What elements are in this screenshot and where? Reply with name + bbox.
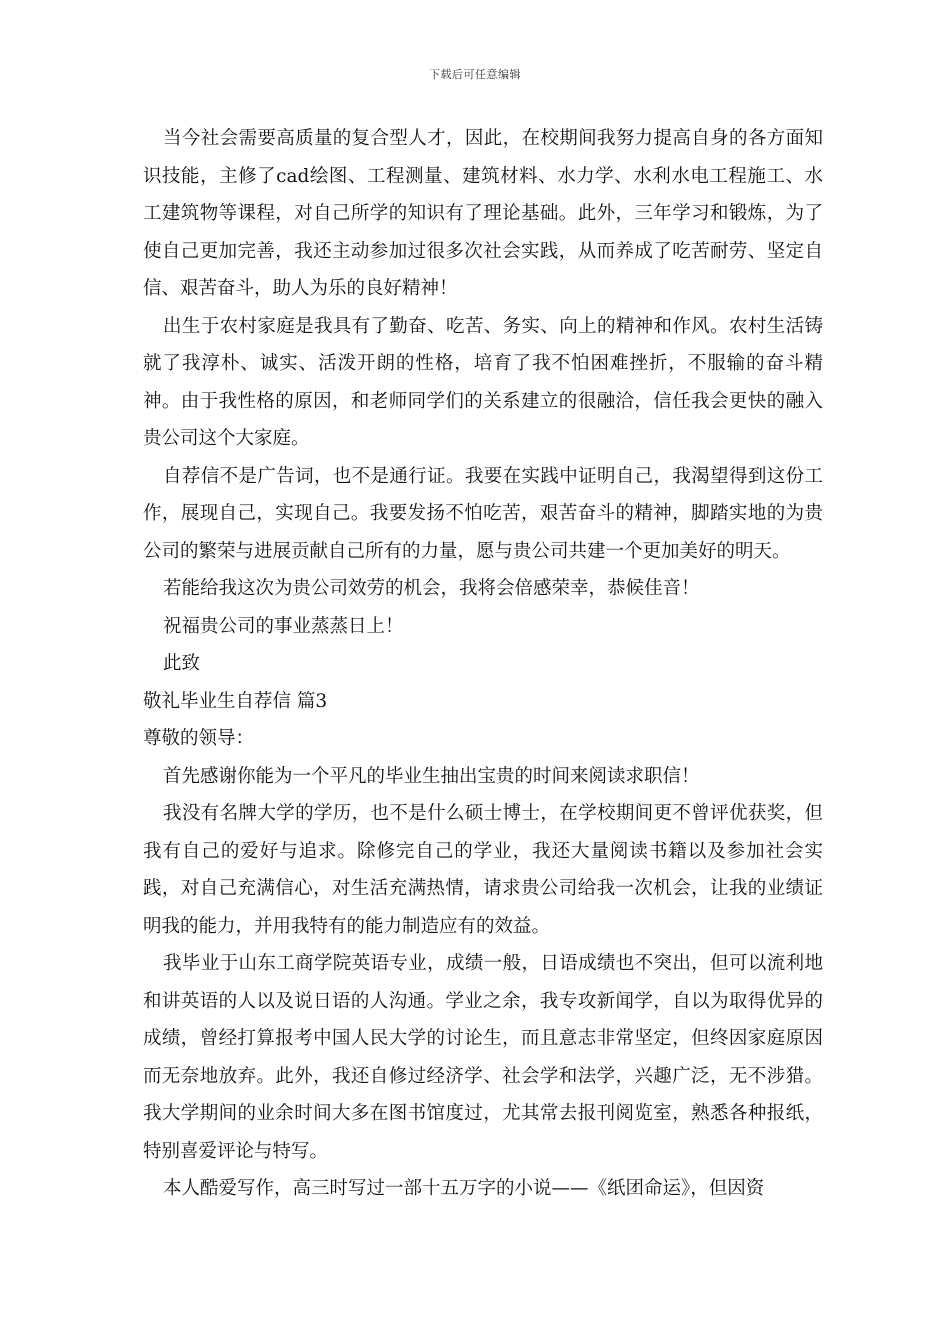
greeting: 尊敬的领导： [143,728,255,749]
section-heading: 敬礼毕业生自荐信 篇3 [143,690,328,712]
document-body [143,120,823,1208]
paragraph-major: 我毕业于山东工商学院英语专业，成绩一般，日语成绩也不突出，但可以流利地和讲英语的人以及说日语的人沟通。学业之余，我专攻新闻学，自以为取得优异的成绩，曾经打算报考中国人民大学的讨论生，而且意志非常坚定，但终因家庭原因而无奈地放弃。此外，我还自修过经济学、社会学和法学，兴趣广泛，无不涉猎。我大学期间的业余时间大多在图书馆度过，尤其常去报刊阅览室，熟悉各种报纸，特别喜爱评论与特写。 [143,953,823,1162]
paragraph-wishes: 祝福贵公司的事业蒸蒸日上！ [163,615,404,637]
closing-salutation: 此致 [163,653,201,674]
paragraph-thanks: 首先感谢你能为一个平凡的毕业生抽出宝贵的时间来阅读求职信！ [163,765,700,787]
paragraph-education: 我没有名牌大学的学历，也不是什么硕士博士，在学校期间更不曾评优获奖，但我有自己的爱好与追求。除修完自己的学业，我还大量阅读书籍以及参加社会实践，对自己充满信心，对生活充满热情，请求贵公司给我一次机会，让我的业绩证明我的能力，并用我特有的能力制造应有的效益。 [143,803,823,937]
paragraph-background: 出生于农村家庭是我具有了勤奋、吃苦、务实、向上的精神和作风。农村生活铸就了我淳朴、诚实、活泼开朗的性格，培育了我不怕困难挫折，不服输的奋斗精神。由于我性格的原因，和老师同学们的关系建立的很融洽，信任我会更快的融入贵公司这个大家庭。 [143,315,823,449]
page-header: 下载后可任意编辑 [429,68,521,81]
paragraph-study: 当今社会需要高质量的复合型人才，因此，在校期间我努力提高自身的各方面知识技能，主修了cad绘图、工程测量、建筑材料、水力学、水利水电工程施工、水工建筑物等课程，对自己所学的知识有了理论基础。此外，三年学习和锻炼，为了使自己更加完善，我还主动参加过很多次社会实践，从而养成了吃苦耐劳、坚定自信、艰苦奋斗，助人为乐的良好精神！ [143,128,823,299]
paragraph-self-recommendation: 自荐信不是广告词，也不是通行证。我要在实践中证明自己，我渴望得到这份工作，展现自己，实现自己。我要发扬不怕吃苦，艰苦奋斗的精神，脚踏实地的为贵公司的繁荣与进展贡献自己所有的力量，愿与贵公司共建一个更加美好的明天。 [143,465,823,562]
paragraph-opportunity: 若能给我这次为贵公司效劳的机会，我将会倍感荣幸，恭候佳音！ [163,578,700,599]
paragraph-writing: 本人酷爱写作，高三时写过一部十五万字的小说——《纸团命运》，但因资 [163,1178,765,1199]
